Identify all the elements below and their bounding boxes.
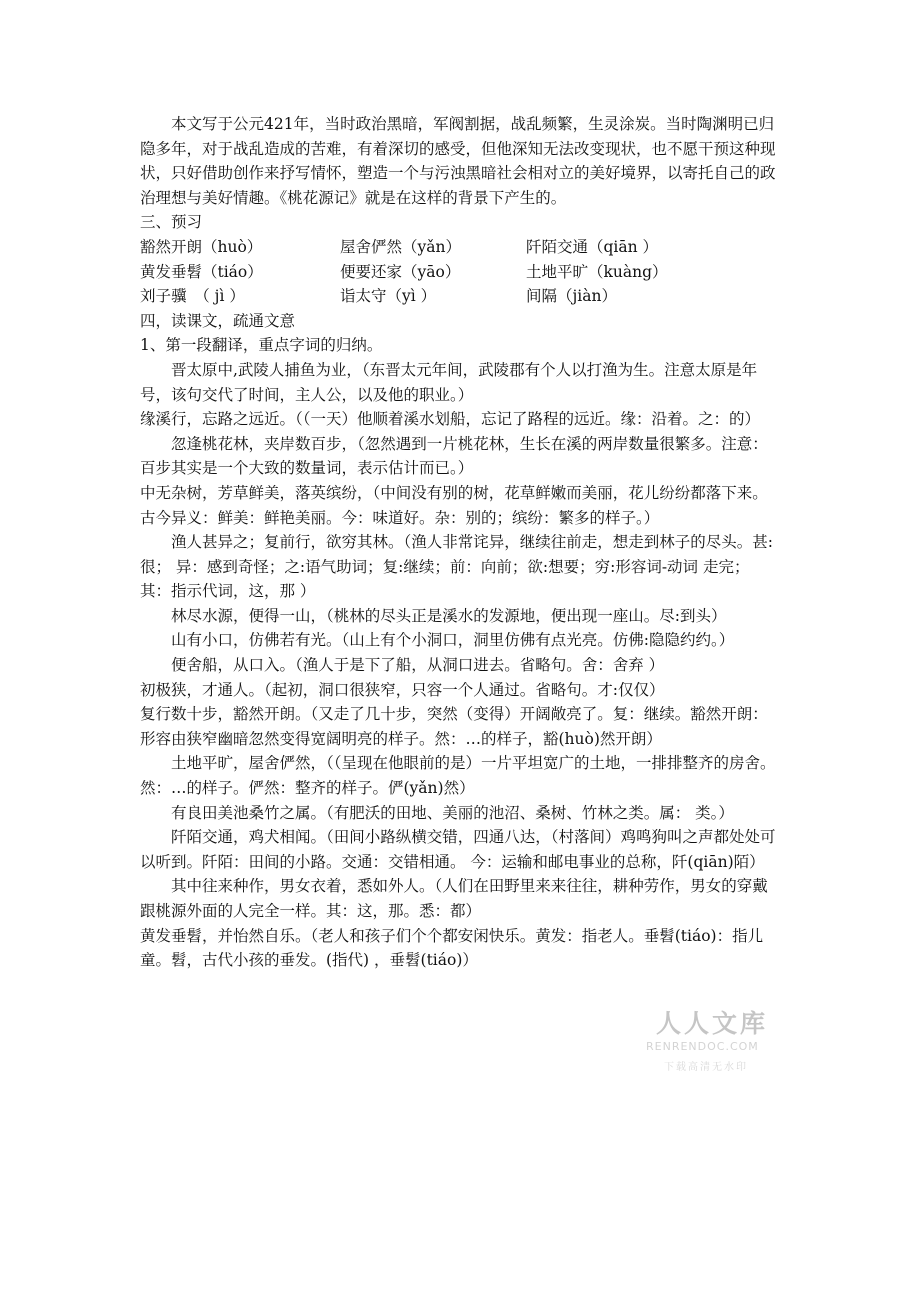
watermark-url: RENRENDOC.COM [646,1040,759,1053]
text-paragraph: 忽逢桃花林，夹岸数百步，（忽然遇到一片桃花林，生长在溪的两岸数量很繁多。注意：百步其实是一个大致的数量词，表示估计而已。） [140,434,768,478]
sub-heading: 1、第一段翻译，重点字词的归纳。 [140,336,383,355]
vocab-row [140,235,780,260]
vocab-item: 刘子骥 （ jì ） [140,287,245,306]
vocab-item: 豁然开朗（huò） [140,237,263,256]
section-heading-preview: 三、预习 [140,213,203,232]
watermark-title: 人人文库 [656,1009,769,1038]
section-heading-read: 四，读课文，疏通文意 [140,311,296,330]
text-paragraph: 中无杂树，芳草鲜美，落英缤纷，（中间没有别的树，花草鲜嫩而美丽，花儿纷纷都落下来。古今异义：鲜美：鲜艳美丽。今：味道好。杂：别的；缤纷：繁多的样子。） [140,483,768,527]
vocab-item: 诣太守（yì ） [340,287,437,306]
text-paragraph: 有良田美池桑竹之属。（有肥沃的田地、美丽的池沼、桑树、竹林之类。属： 类。） [171,803,734,822]
vocab-item: 屋舍俨然（yǎn） [340,237,461,256]
vocab-item: 间隔（jiàn） [526,287,617,306]
text-paragraph: 山有小口，仿佛若有光。（山上有个小洞口，洞里仿佛有点光亮。仿佛:隐隐约约。） [171,631,735,650]
watermark-logo [612,1004,782,1084]
text-paragraph: 复行数十步，豁然开朗。（又走了几十步，突然（变得）开阔敞亮了。复：继续。豁然开朗：形容由狭窄幽暗忽然变得宽阔明亮的样子。然：…的样子，豁(huò)然开朗） [140,705,768,748]
text-paragraph: 土地平旷，屋舍俨然，（（呈现在他眼前的是）一片平坦宽广的土地，一排排整齐的房舍。然：…的样子。俨然：整齐的样子。俨(yǎn)然） [140,754,776,798]
text-paragraph: 林尽水源，便得一山，（桃林的尽头正是溪水的发源地，便出现一座山。尽:到头） [171,606,727,625]
document-page [140,112,780,973]
text-paragraph: 阡陌交通，鸡犬相闻。（田间小路纵横交错，四通八达，（村落间）鸡鸣狗叫之声都处处可以听到。阡陌：田间的小路。交通：交错相通。 今：运输和邮电事业的总称，阡(qiān)陌） [140,828,776,871]
vocab-row [140,284,780,309]
text-paragraph: 黄发垂髫，并怡然自乐。（老人和孩子们个个都安闲快乐。黄发：指老人。垂髫(tiáo)：指儿童。髫，古代小孩的垂发。(指代) ，垂髫(tiáo)） [140,926,764,970]
text-paragraph: 晋太原中,武陵人捕鱼为业，（东晋太元年间，武陵郡有个人以打渔为生。注意太原是年号，该句交代了时间，主人公，以及他的职业。） [140,360,758,404]
vocab-item: 黄发垂髫（tiáo） [140,262,263,281]
text-paragraph: 其中往来种作，男女衣着，悉如外人。（人们在田野里来来往往，耕种劳作，男女的穿戴跟桃源外面的人完全一样。其：这，那。悉：都） [140,877,768,920]
text-paragraph: 便舍船，从口入。（渔人于是下了船，从洞口进去。省略句。舍：舍弃 ） [171,656,665,675]
vocab-item: 土地平旷（kuàng） [526,262,668,281]
vocab-item: 便要还家（yāo） [340,262,461,281]
vocab-item: 阡陌交通（qiān ） [526,237,659,256]
vocab-row [140,260,780,285]
text-paragraph: 渔人甚异之；复前行，欲穷其林。（渔人非常诧异，继续往前走，想走到林子的尽头。甚:很； 异：感到奇怪；之:语气助词；复:继续；前：向前；欲:想要；穷:形容词-动词 走完；其：指示代词，这，那 ） [140,533,773,601]
intro-paragraph: 本文写于公元421年，当时政治黑暗，军阀割据，战乱频繁，生灵涂炭。当时陶渊明已归隐多年，对于战乱造成的苦难，有着深切的感受，但他深知无法改变现状，也不愿干预这种现状，只好借助创作来抒写情怀，塑造一个与污浊黑暗社会相对立的美好境界，以寄托自己的政治理想与美好情趣。《桃花源记》就是在这样的背景下产生的。 [140,115,776,207]
text-paragraph: 初极狭，才通人。（起初，洞口很狭窄，只容一个人通过。省略句。才:仅仅） [140,680,665,699]
text-paragraph: 缘溪行，忘路之远近。（（一天）他顺着溪水划船，忘记了路程的远近。缘：沿着。之：的） [140,410,761,429]
watermark-slogan: 下载高清无水印 [664,1062,748,1073]
